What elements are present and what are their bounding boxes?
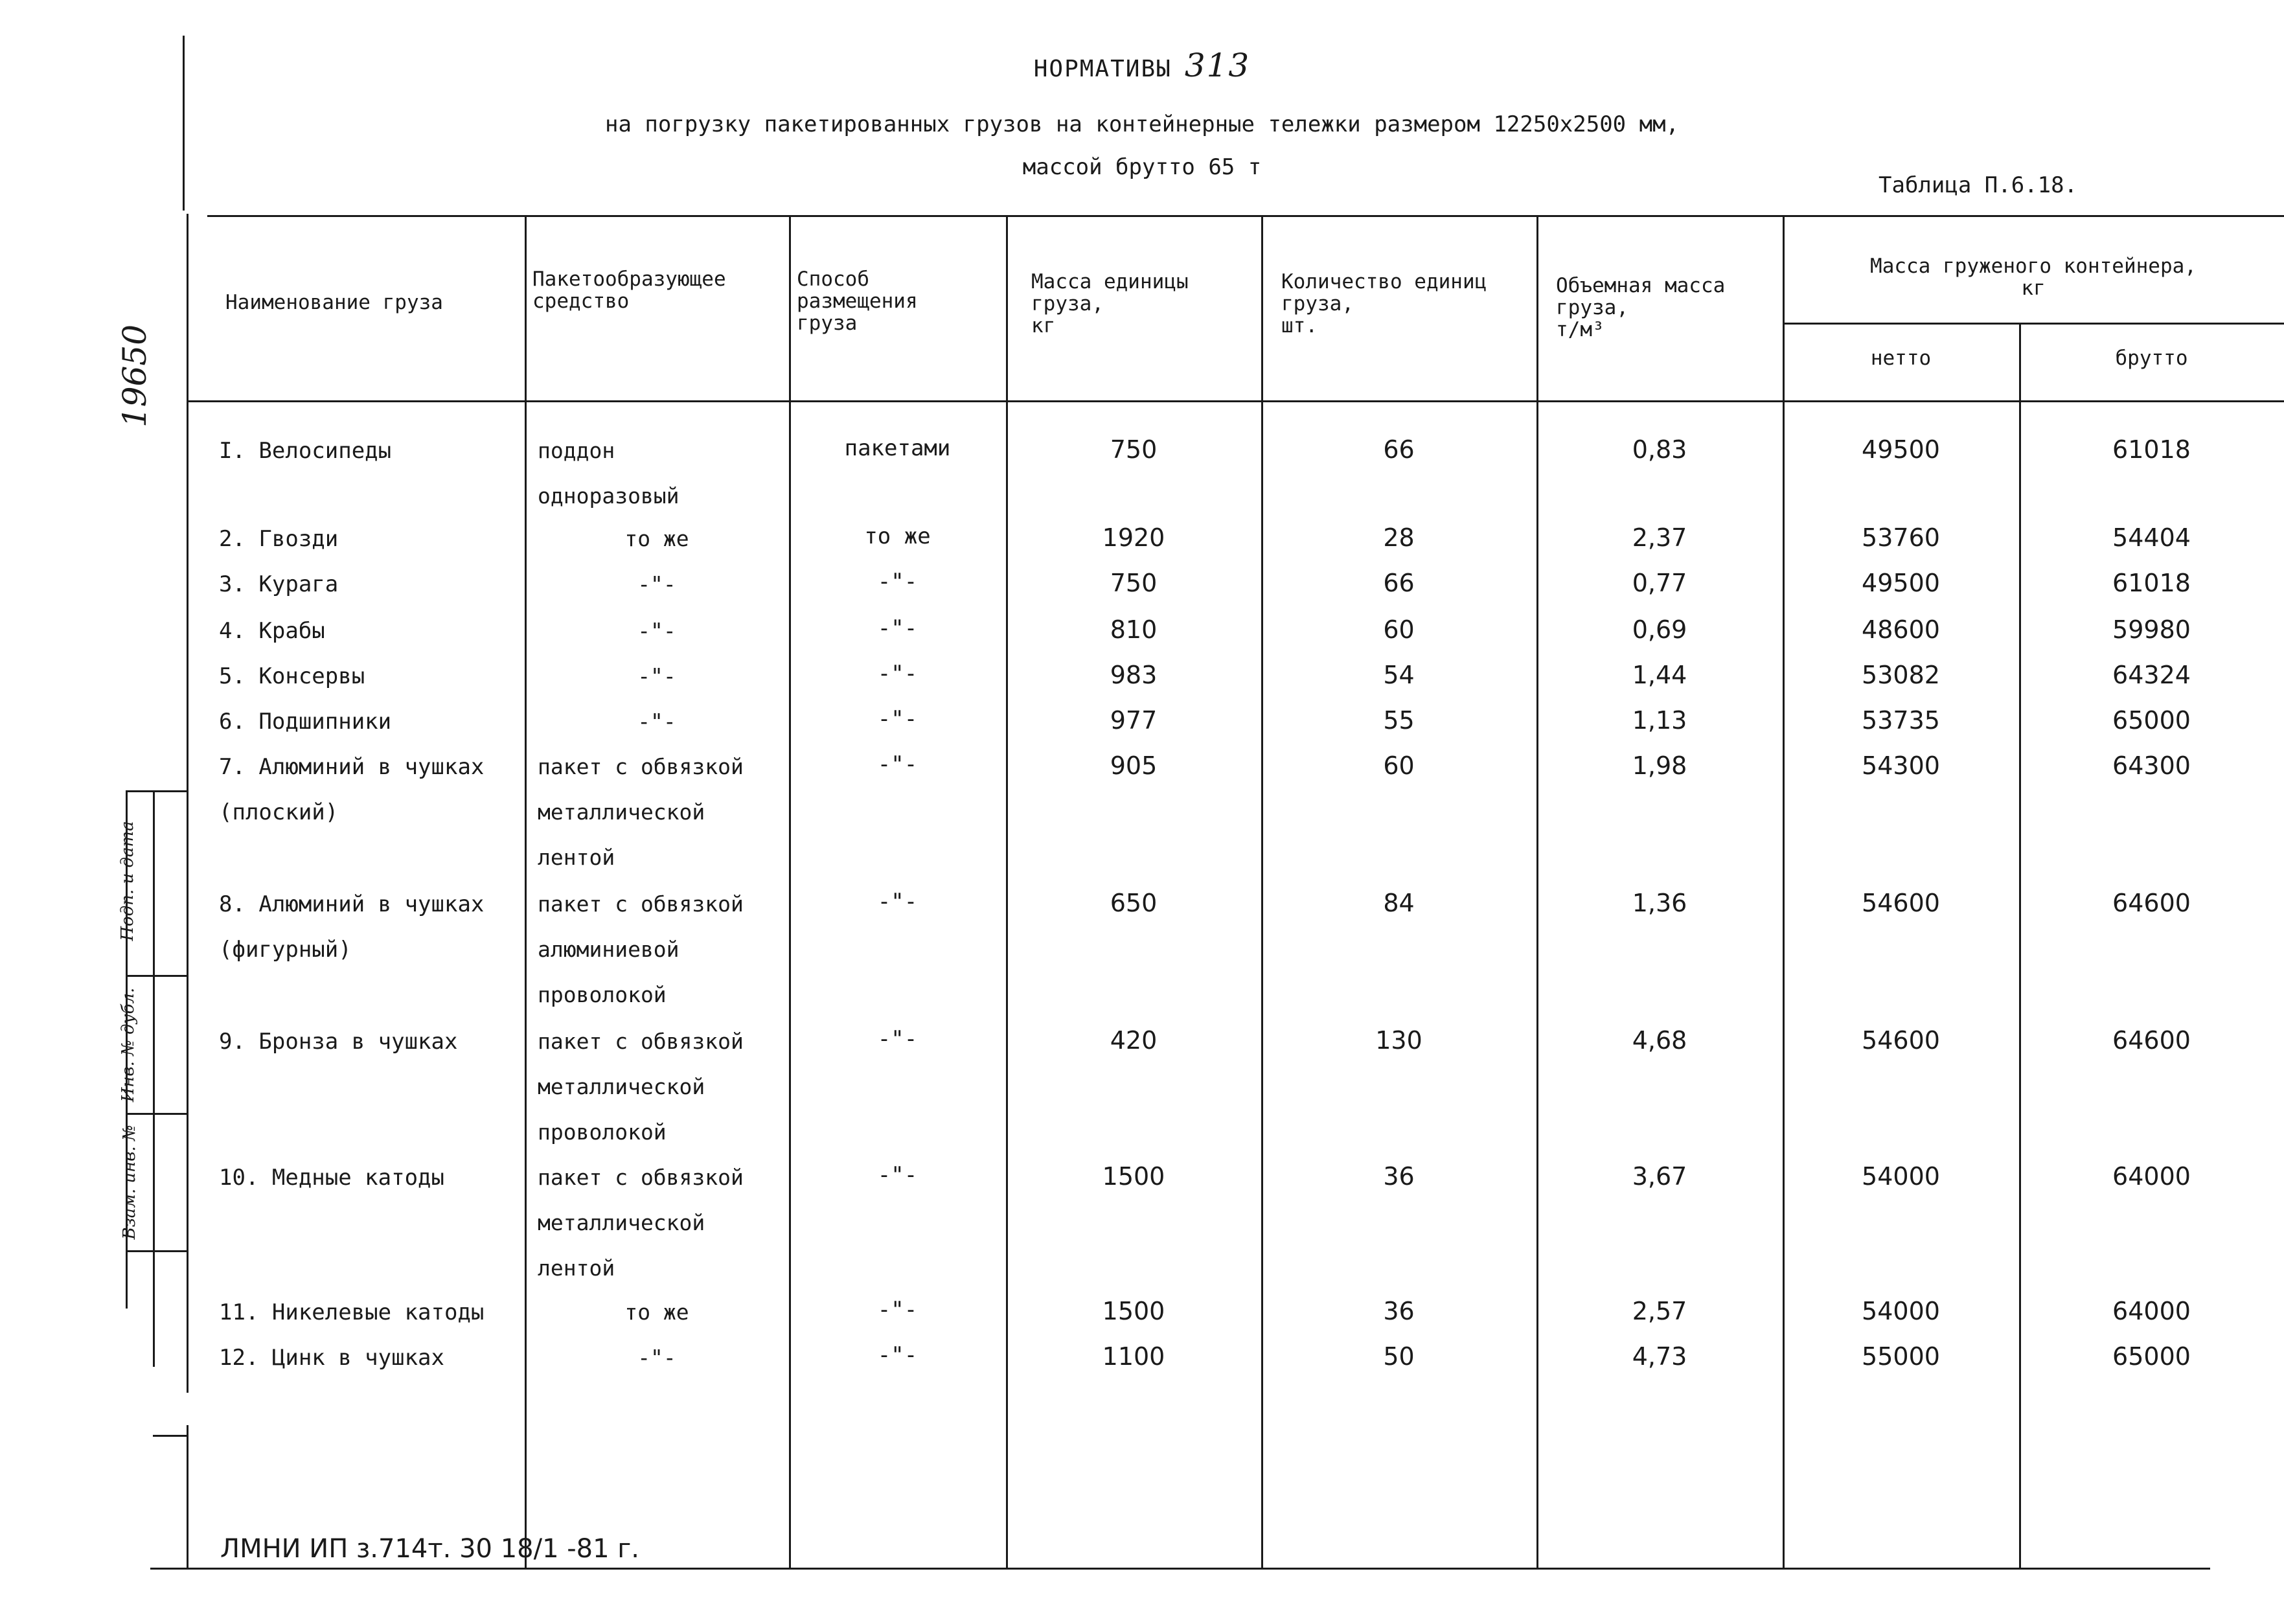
brutto-value: 65000 — [2112, 1342, 2191, 1371]
header-density: Объемная масса груза, т/м³ — [1556, 274, 1726, 341]
packaging-means: -"- — [637, 1345, 676, 1370]
netto-value: 48600 — [1862, 615, 1940, 644]
cargo-name: 8. Алюминий в чушках — [219, 891, 485, 917]
cargo-name: 4. Крабы — [219, 618, 325, 644]
netto-value: 55000 — [1862, 1342, 1940, 1371]
document-subtitle-line1: на погрузку пакетированных грузов на контейнерные тележки размером 12250x2500 мм, — [604, 111, 1680, 137]
brutto-value: 61018 — [2112, 569, 2191, 597]
packaging-means: то же — [624, 526, 689, 551]
unit-mass-value: 1100 — [1102, 1342, 1165, 1371]
quantity-value: 50 — [1383, 1342, 1415, 1371]
netto-value: 49500 — [1862, 435, 1940, 464]
header-brutto: брутто — [2115, 347, 2188, 370]
packaging-means: металлической — [538, 1074, 705, 1099]
cargo-name: 9. Бронза в чушках — [219, 1029, 458, 1055]
stamp-label-sign-date: Подп. и дата — [118, 821, 137, 941]
packaging-means: пакет с обвязкой — [538, 754, 744, 779]
stamp-divider — [153, 1435, 188, 1437]
header-quantity: Количество единиц груза, шт. — [1281, 270, 1487, 337]
brutto-value: 54404 — [2112, 523, 2191, 552]
density-value: 0,83 — [1632, 435, 1687, 464]
netto-value: 53082 — [1862, 661, 1940, 689]
netto-value: 49500 — [1862, 569, 1940, 597]
netto-value: 54600 — [1862, 889, 1940, 917]
packaging-means: лентой — [538, 845, 615, 870]
density-value: 1,44 — [1632, 661, 1687, 689]
cargo-name: 5. Консервы — [219, 663, 365, 689]
netto-value: 54000 — [1862, 1162, 1940, 1191]
page-number: 313 — [1184, 47, 1251, 84]
packaging-means: -"- — [637, 618, 676, 643]
title-text: НОРМАТИВЫ — [1033, 56, 1172, 82]
unit-mass-value: 750 — [1110, 569, 1158, 597]
header-method: Способ размещения груза — [797, 268, 918, 335]
cargo-name: 2. Гвозди — [219, 526, 339, 552]
density-value: 1,13 — [1632, 706, 1687, 735]
unit-mass-value: 905 — [1110, 751, 1158, 780]
cargo-name: I. Велосипеды — [219, 438, 392, 464]
brutto-value: 61018 — [2112, 435, 2191, 464]
brutto-value: 65000 — [2112, 706, 2191, 735]
container-mass-subheader-line — [1783, 323, 2284, 325]
netto-value: 54000 — [1862, 1297, 1940, 1325]
packaging-means: -"- — [637, 663, 676, 689]
netto-value: 53735 — [1862, 706, 1940, 735]
unit-mass-value: 1920 — [1102, 523, 1165, 552]
density-value: 1,98 — [1632, 751, 1687, 780]
netto-value: 54600 — [1862, 1026, 1940, 1055]
header-name: Наименование груза — [225, 291, 443, 314]
brutto-value: 64600 — [2112, 1026, 2191, 1055]
method-value: -"- — [877, 889, 918, 915]
packaging-means: пакет с обвязкой — [538, 1165, 744, 1190]
packaging-means: -"- — [637, 571, 676, 597]
cargo-name: 7. Алюминий в чушках — [219, 754, 485, 780]
packaging-means: то же — [624, 1299, 689, 1325]
quantity-value: 55 — [1383, 706, 1415, 735]
packaging-means: пакет с обвязкой — [538, 891, 744, 917]
packaging-means: пакет с обвязкой — [538, 1029, 744, 1054]
stamp-divider — [126, 1113, 188, 1115]
method-value: -"- — [877, 615, 918, 641]
bottom-line — [150, 1568, 2210, 1570]
density-value: 0,69 — [1632, 615, 1687, 644]
cargo-name: 6. Подшипники — [219, 709, 392, 735]
unit-mass-value: 1500 — [1102, 1162, 1165, 1191]
density-value: 4,73 — [1632, 1342, 1687, 1371]
cargo-name: (плоский) — [219, 799, 339, 825]
left-bottom-line — [187, 1425, 188, 1569]
density-value: 2,37 — [1632, 523, 1687, 552]
method-value: -"- — [877, 1342, 918, 1368]
brutto-value: 64000 — [2112, 1162, 2191, 1191]
quantity-value: 36 — [1383, 1162, 1415, 1191]
packaging-means: металлической — [538, 799, 705, 825]
cargo-name: 12. Цинк в чушках — [219, 1345, 444, 1371]
packaging-means: поддон — [538, 438, 615, 463]
header-netto: нетто — [1870, 347, 1932, 370]
stamp-divider — [126, 975, 188, 977]
brutto-value: 59980 — [2112, 615, 2191, 644]
cargo-name: (фигурный) — [219, 937, 352, 963]
left-margin-line-2 — [187, 214, 188, 1393]
footer-print-info: ЛМНИ ИП з.714т. 30 18/1 -81 г. — [220, 1534, 640, 1564]
packaging-means: металлической — [538, 1210, 705, 1235]
cargo-name: 11. Никелевые катоды — [219, 1299, 485, 1325]
quantity-value: 36 — [1383, 1297, 1415, 1325]
table-label: Таблица П.6.18. — [1879, 172, 2078, 198]
cargo-name: 10. Медные катоды — [219, 1165, 444, 1191]
density-value: 1,36 — [1632, 889, 1687, 917]
table-top-border — [207, 215, 2284, 217]
quantity-value: 60 — [1383, 751, 1415, 780]
netto-value: 54300 — [1862, 751, 1940, 780]
quantity-value: 54 — [1383, 661, 1415, 689]
packaging-means: проволокой — [538, 982, 667, 1007]
brutto-value: 64300 — [2112, 751, 2191, 780]
packaging-means: проволокой — [538, 1119, 667, 1145]
unit-mass-value: 750 — [1110, 435, 1158, 464]
density-value: 3,67 — [1632, 1162, 1687, 1191]
cargo-name: 3. Курага — [219, 571, 339, 597]
document-title — [0, 47, 2284, 84]
method-value: -"- — [877, 706, 918, 732]
method-value: -"- — [877, 751, 918, 777]
packaging-means: одноразовый — [538, 483, 679, 509]
brutto-value: 64324 — [2112, 661, 2191, 689]
packaging-means: -"- — [637, 709, 676, 734]
quantity-value: 28 — [1383, 523, 1415, 552]
header-packaging: Пакетообразующее средство — [532, 268, 726, 313]
density-value: 2,57 — [1632, 1297, 1687, 1325]
unit-mass-value: 810 — [1110, 615, 1158, 644]
stamp-label-dup-inv: Инв. № дубл. — [119, 987, 138, 1103]
method-value: -"- — [877, 661, 918, 687]
method-value: пакетами — [844, 435, 951, 461]
quantity-value: 60 — [1383, 615, 1415, 644]
brutto-value: 64600 — [2112, 889, 2191, 917]
header-container-mass: Масса груженого контейнера, кг — [1870, 255, 2197, 300]
header-unit-mass: Масса единицы груза, кг — [1031, 270, 1189, 337]
stamp-divider — [126, 790, 188, 792]
netto-value: 53760 — [1862, 523, 1940, 552]
side-document-number: 19650 — [116, 324, 154, 428]
table-header-bottom-border — [188, 400, 2284, 402]
packaging-means: лентой — [538, 1255, 615, 1281]
stamp-inner-line — [153, 790, 155, 1367]
density-value: 4,68 — [1632, 1026, 1687, 1055]
quantity-value: 66 — [1383, 569, 1415, 597]
unit-mass-value: 983 — [1110, 661, 1158, 689]
unit-mass-value: 977 — [1110, 706, 1158, 735]
stamp-label-replace-inv: Взам. инв. № — [120, 1125, 139, 1240]
density-value: 0,77 — [1632, 569, 1687, 597]
quantity-value: 84 — [1383, 889, 1415, 917]
method-value: -"- — [877, 1162, 918, 1188]
unit-mass-value: 1500 — [1102, 1297, 1165, 1325]
document-subtitle-line2: массой брутто 65 т — [1022, 154, 1262, 180]
col-divider-7 — [2019, 323, 2021, 1568]
packaging-means: алюминиевой — [538, 937, 679, 962]
quantity-value: 130 — [1375, 1026, 1422, 1055]
unit-mass-value: 420 — [1110, 1026, 1158, 1055]
stamp-divider — [126, 1250, 188, 1252]
unit-mass-value: 650 — [1110, 889, 1158, 917]
method-value: -"- — [877, 1297, 918, 1323]
method-value: то же — [864, 523, 931, 549]
method-value: -"- — [877, 1026, 918, 1052]
brutto-value: 64000 — [2112, 1297, 2191, 1325]
method-value: -"- — [877, 569, 918, 595]
quantity-value: 66 — [1383, 435, 1415, 464]
